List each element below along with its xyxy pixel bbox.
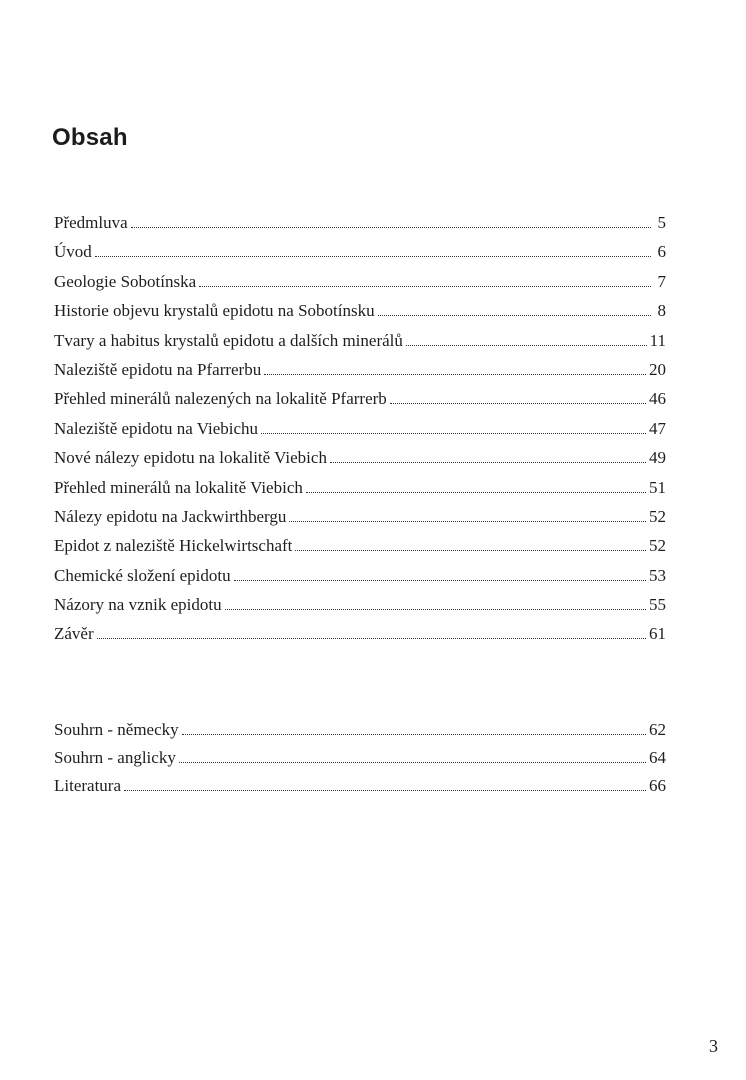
dot-leader <box>295 550 646 551</box>
toc-entry <box>54 590 666 619</box>
toc-entry-title: Literatura <box>54 776 122 795</box>
toc-entry-title: Chemické složení epidotu <box>54 565 231 585</box>
toc-entry-page: 62 <box>649 720 666 739</box>
toc-entry <box>54 443 666 472</box>
toc-entry <box>54 384 666 413</box>
toc-entry-title: Předmluva <box>54 213 128 232</box>
dot-leader <box>330 462 646 463</box>
toc-entry <box>54 772 666 800</box>
toc-entry-page: 55 <box>649 595 666 615</box>
toc-entry-title: Historie objevu krystalů epidotu na Sobotínsku <box>54 301 375 321</box>
toc-entry <box>54 208 666 237</box>
toc-entry-page: 7 <box>657 271 666 291</box>
toc-entry-title: Naleziště epidotu na Viebichu <box>54 418 259 438</box>
toc-entry-title: Epidot z naleziště Hickelwirtschaft <box>54 536 293 556</box>
dot-leader <box>306 492 646 493</box>
dot-leader <box>390 403 646 404</box>
toc-entry-title: Tvary a habitus krystalů epidotu a dalších minerálů <box>54 330 403 350</box>
toc-entry-page: 52 <box>649 506 666 526</box>
toc-entry-page: 52 <box>649 536 666 556</box>
toc-entry <box>54 326 666 355</box>
toc-entry-page: 47 <box>649 418 666 438</box>
toc-entry-title: Nové nálezy epidotu na lokalitě Viebich <box>54 448 327 468</box>
toc-entry-title: Přehled minerálů nalezených na lokalitě Pfarrerb <box>54 389 387 409</box>
toc-entry <box>54 414 666 443</box>
dot-leader <box>97 638 646 639</box>
dot-leader <box>182 734 646 735</box>
dot-leader <box>179 762 646 763</box>
dot-leader <box>406 345 647 346</box>
toc-entry-page: 46 <box>649 389 666 409</box>
toc-entry <box>54 716 666 744</box>
toc-entry-title: Geologie Sobotínska <box>54 271 197 291</box>
page-number: 3 <box>709 1036 718 1056</box>
toc-entry-page: 61 <box>649 624 666 644</box>
toc-entry-page: 66 <box>649 776 666 795</box>
toc-entry-page: 64 <box>649 748 666 767</box>
dot-leader <box>124 790 646 791</box>
toc-entry-title: Úvod <box>54 242 92 262</box>
toc-entry-page: 6 <box>657 242 666 262</box>
toc-entry-title: Naleziště epidotu na Pfarrerbu <box>54 359 262 379</box>
dot-leader <box>131 227 651 228</box>
dot-leader <box>264 374 646 375</box>
dot-leader <box>378 315 651 316</box>
toc-entry-page: 49 <box>649 448 666 468</box>
dot-leader <box>95 256 651 257</box>
toc-entry-title: Závěr <box>54 624 94 644</box>
toc-entry-title: Nálezy epidotu na Jackwirthbergu <box>54 506 287 526</box>
dot-leader <box>289 521 646 522</box>
toc-entry-page: 53 <box>649 565 666 585</box>
table-of-contents-appendix <box>54 716 666 800</box>
toc-entry-page: 20 <box>649 359 666 379</box>
toc-entry-title: Názory na vznik epidotu <box>54 595 222 615</box>
toc-entry-page: 51 <box>649 477 666 497</box>
toc-entry <box>54 355 666 384</box>
toc-entry <box>54 267 666 296</box>
toc-entry <box>54 473 666 502</box>
toc-entry-page: 8 <box>657 301 666 321</box>
toc-entry-page: 5 <box>657 213 666 232</box>
dot-leader <box>199 286 651 287</box>
toc-entry <box>54 531 666 560</box>
toc-entry <box>54 296 666 325</box>
page-title: Obsah <box>52 124 128 151</box>
dot-leader <box>234 580 646 581</box>
toc-entry <box>54 561 666 590</box>
toc-entry <box>54 619 666 648</box>
toc-entry-title: Souhrn - německy <box>54 720 179 739</box>
toc-entry <box>54 744 666 772</box>
toc-entry <box>54 502 666 531</box>
toc-entry <box>54 237 666 266</box>
dot-leader <box>225 609 646 610</box>
dot-leader <box>261 433 646 434</box>
toc-entry-title: Přehled minerálů na lokalitě Viebich <box>54 477 303 497</box>
toc-entry-page: 11 <box>649 330 666 350</box>
toc-entry-title: Souhrn - anglicky <box>54 748 176 767</box>
table-of-contents <box>54 208 666 649</box>
